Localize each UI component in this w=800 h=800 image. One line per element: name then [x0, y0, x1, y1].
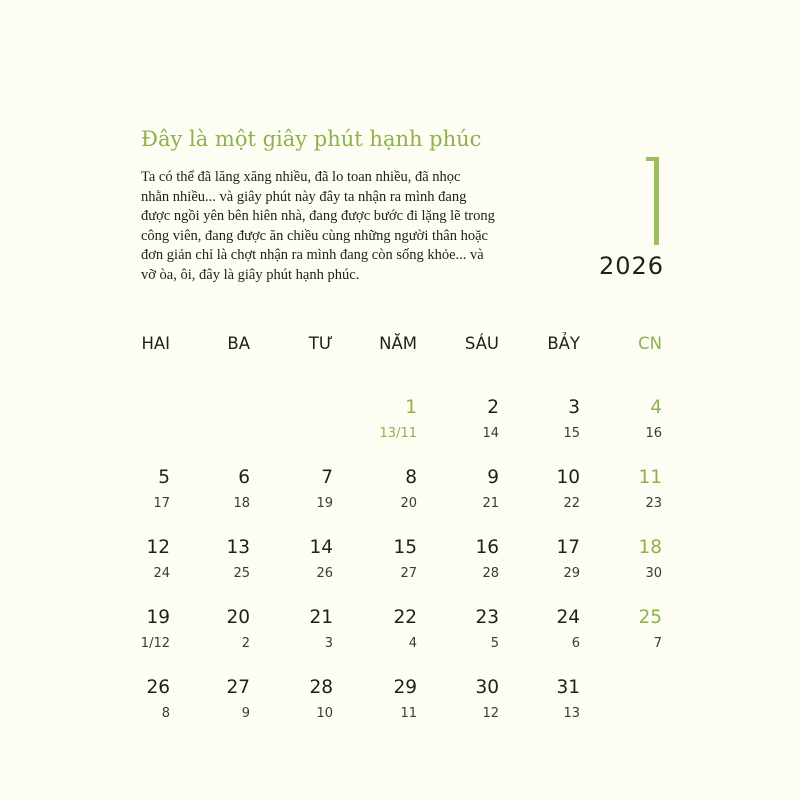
day-cell — [170, 607, 250, 667]
day-cell — [170, 537, 250, 597]
solar-date: 23 — [475, 607, 499, 628]
quote-line: vỡ òa, ôi, đây là giây phút hạnh phúc. — [141, 266, 360, 283]
solar-date: 8 — [405, 467, 417, 488]
solar-date: 28 — [309, 677, 333, 698]
day-cell — [90, 607, 170, 667]
day-cell — [500, 537, 580, 597]
day-cell — [170, 677, 250, 737]
lunar-date: 22 — [563, 496, 580, 511]
solar-date: 31 — [556, 677, 580, 698]
weekday-label: CN — [638, 334, 662, 353]
lunar-date: 12 — [482, 706, 499, 721]
lunar-date: 26 — [316, 566, 333, 581]
day-cell — [253, 677, 333, 737]
lunar-date: 21 — [482, 496, 499, 511]
lunar-date: 28 — [482, 566, 499, 581]
day-cell — [419, 607, 499, 667]
lunar-date: 23 — [645, 496, 662, 511]
solar-date: 20 — [226, 607, 250, 628]
solar-date: 5 — [158, 467, 170, 488]
lunar-date: 13/11 — [379, 426, 417, 441]
day-cell — [90, 467, 170, 527]
lunar-date: 10 — [316, 706, 333, 721]
lunar-date: 13 — [563, 706, 580, 721]
solar-date: 18 — [638, 537, 662, 558]
day-cell — [337, 537, 417, 597]
solar-date: 10 — [556, 467, 580, 488]
solar-date: 26 — [146, 677, 170, 698]
day-cell — [253, 537, 333, 597]
lunar-date: 9 — [241, 706, 250, 721]
month-number-glyph — [654, 157, 659, 245]
solar-date: 17 — [556, 537, 580, 558]
day-cell — [90, 677, 170, 737]
day-cell — [337, 397, 417, 457]
quote-line: công viên, đang được ăn chiều cùng những người thân hoặc — [141, 227, 488, 244]
day-cell — [419, 677, 499, 737]
lunar-date: 29 — [563, 566, 580, 581]
day-cell — [582, 607, 662, 667]
weekday-label: BA — [227, 334, 250, 353]
solar-date: 2 — [487, 397, 499, 418]
solar-date: 1 — [405, 397, 417, 418]
lunar-date: 1/12 — [140, 636, 170, 651]
solar-date: 27 — [226, 677, 250, 698]
solar-date: 14 — [309, 537, 333, 558]
solar-date: 29 — [393, 677, 417, 698]
lunar-date: 30 — [645, 566, 662, 581]
quote-line: đơn giản chỉ là chợt nhận ra mình đang còn sống khỏe... và — [141, 247, 484, 264]
solar-date: 30 — [475, 677, 499, 698]
day-cell — [170, 467, 250, 527]
lunar-date: 25 — [233, 566, 250, 581]
day-cell — [337, 467, 417, 527]
day-cell — [337, 677, 417, 737]
lunar-date: 7 — [653, 636, 662, 651]
lunar-date: 24 — [153, 566, 170, 581]
day-cell — [419, 537, 499, 597]
solar-date: 13 — [226, 537, 250, 558]
lunar-date: 2 — [241, 636, 250, 651]
lunar-date: 4 — [408, 636, 417, 651]
day-cell — [500, 677, 580, 737]
solar-date: 4 — [650, 397, 662, 418]
solar-date: 9 — [487, 467, 499, 488]
solar-date: 16 — [475, 537, 499, 558]
quote-body — [141, 168, 521, 286]
day-cell — [500, 397, 580, 457]
solar-date: 24 — [556, 607, 580, 628]
day-cell — [582, 537, 662, 597]
quote-line: được ngồi yên bên hiên nhà, đang được bước đi lặng lẽ trong — [141, 208, 495, 225]
year-label: 2026 — [599, 252, 665, 280]
lunar-date: 11 — [400, 706, 417, 721]
lunar-date: 14 — [482, 426, 499, 441]
lunar-date: 3 — [324, 636, 333, 651]
quote-line: Ta có thể đã lăng xăng nhiều, đã lo toan nhiều, đã nhọc — [141, 169, 461, 185]
lunar-date: 15 — [563, 426, 580, 441]
lunar-date: 27 — [400, 566, 417, 581]
lunar-date: 20 — [400, 496, 417, 511]
day-cell — [419, 467, 499, 527]
day-cell — [90, 537, 170, 597]
lunar-date: 17 — [153, 496, 170, 511]
weekday-label: BẢY — [547, 334, 580, 353]
lunar-date: 6 — [571, 636, 580, 651]
solar-date: 6 — [238, 467, 250, 488]
day-cell — [337, 607, 417, 667]
weekday-label: SÁU — [464, 334, 499, 353]
day-cell — [500, 607, 580, 667]
solar-date: 25 — [638, 607, 662, 628]
lunar-date: 8 — [161, 706, 170, 721]
solar-date: 12 — [146, 537, 170, 558]
solar-date: 15 — [393, 537, 417, 558]
solar-date: 19 — [146, 607, 170, 628]
day-cell — [253, 467, 333, 527]
solar-date: 7 — [321, 467, 333, 488]
solar-date: 11 — [638, 467, 662, 488]
solar-date: 22 — [393, 607, 417, 628]
day-cell — [582, 467, 662, 527]
quote-line: nhằn nhiều... và giây phút này đây ta nhận ra mình đang — [141, 188, 467, 205]
solar-date: 21 — [309, 607, 333, 628]
lunar-date: 16 — [645, 426, 662, 441]
day-cell — [500, 467, 580, 527]
quote-title: Đây là một giây phút hạnh phúc — [141, 127, 482, 151]
lunar-date: 19 — [316, 496, 333, 511]
weekday-label: NĂM — [379, 334, 417, 353]
day-cell — [253, 607, 333, 667]
lunar-date: 5 — [490, 636, 499, 651]
day-cell — [419, 397, 499, 457]
weekday-label: TƯ — [308, 334, 333, 353]
day-cell — [582, 397, 662, 457]
solar-date: 3 — [568, 397, 580, 418]
weekday-label: HAI — [141, 334, 170, 353]
lunar-date: 18 — [233, 496, 250, 511]
